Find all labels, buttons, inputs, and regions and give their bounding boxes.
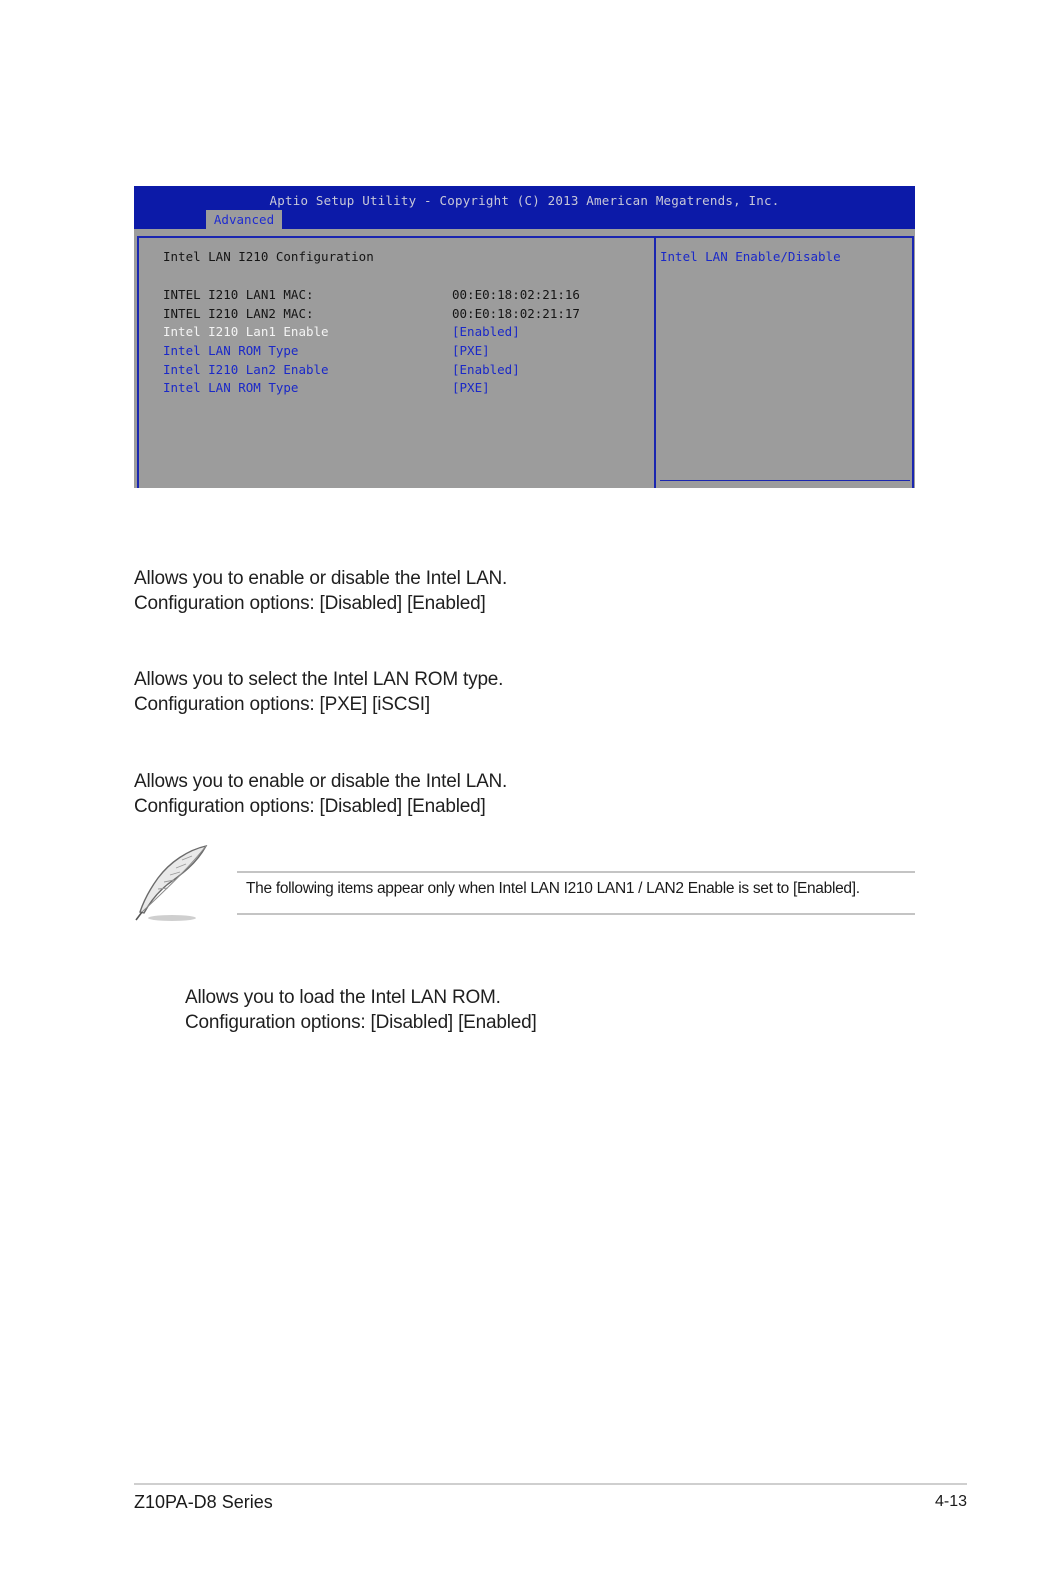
footer-model: Z10PA-D8 Series bbox=[134, 1492, 273, 1512]
lan1-enable-description bbox=[134, 566, 507, 616]
note-rule-top bbox=[237, 871, 915, 873]
note-text: The following items appear only when Intel LAN I210 LAN1 / LAN2 Enable is set to [Enabled]. bbox=[246, 880, 860, 897]
lan2-enable-description bbox=[134, 769, 507, 819]
lan2-mac-value: 00:E0:18:02:21:17 bbox=[452, 306, 580, 321]
lan2-rom-type-label[interactable]: Intel LAN ROM Type bbox=[163, 380, 299, 395]
footer-page-number: 4-13 bbox=[934, 1493, 967, 1510]
description-line: Allows you to enable or disable the Intel LAN. bbox=[134, 568, 508, 589]
bios-title: Aptio Setup Utility - Copyright (C) 2013 American Megatrends, Inc. bbox=[269, 193, 780, 208]
lan1-enable-value[interactable]: [Enabled] bbox=[452, 324, 520, 339]
bios-help-panel bbox=[654, 236, 914, 488]
description-line: Allows you to enable or disable the Intel LAN. bbox=[134, 771, 508, 792]
tab-advanced[interactable]: Advanced bbox=[206, 210, 282, 229]
help-text: Intel LAN Enable/Disable bbox=[660, 249, 841, 264]
section-title: Intel LAN I210 Configuration bbox=[163, 249, 374, 264]
description-line: Allows you to load the Intel LAN ROM. bbox=[185, 987, 501, 1008]
lan2-enable-label[interactable]: Intel I210 Lan2 Enable bbox=[163, 362, 329, 377]
config-options-line: Configuration options: [Disabled] [Enabled] bbox=[185, 1012, 537, 1033]
lan2-rom-type-value[interactable]: [PXE] bbox=[452, 380, 490, 395]
load-rom-description bbox=[185, 985, 537, 1035]
bios-header bbox=[134, 186, 915, 229]
config-options-line: Configuration options: [PXE] [iSCSI] bbox=[134, 694, 430, 715]
lan1-mac-value: 00:E0:18:02:21:16 bbox=[452, 287, 580, 302]
lan1-rom-type-value[interactable]: [PXE] bbox=[452, 343, 490, 358]
help-divider bbox=[660, 480, 910, 481]
config-options-line: Configuration options: [Disabled] [Enabled] bbox=[134, 593, 486, 614]
rom-type-description bbox=[134, 667, 503, 717]
lan2-enable-value[interactable]: [Enabled] bbox=[452, 362, 520, 377]
feather-note-icon bbox=[132, 842, 214, 924]
bios-screenshot bbox=[134, 186, 915, 488]
footer-rule bbox=[134, 1483, 967, 1485]
lan1-mac-label: INTEL I210 LAN1 MAC: bbox=[163, 287, 314, 302]
lan1-enable-label[interactable]: Intel I210 Lan1 Enable bbox=[163, 324, 329, 339]
config-options-line: Configuration options: [Disabled] [Enabled] bbox=[134, 796, 486, 817]
bios-main-panel bbox=[137, 236, 655, 488]
note-rule-bottom bbox=[237, 913, 915, 915]
lan2-mac-label: INTEL I210 LAN2 MAC: bbox=[163, 306, 314, 321]
description-line: Allows you to select the Intel LAN ROM type. bbox=[134, 669, 504, 690]
lan1-rom-type-label[interactable]: Intel LAN ROM Type bbox=[163, 343, 299, 358]
